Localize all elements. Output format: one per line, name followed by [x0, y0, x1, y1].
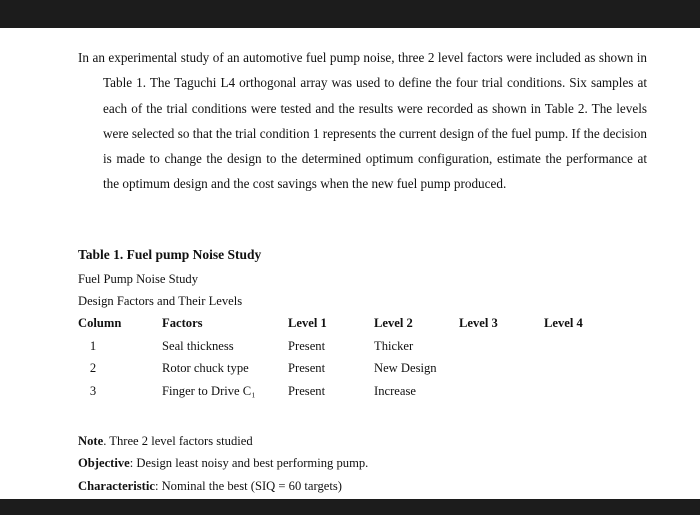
table-title: Table 1. Fuel pump Noise Study — [78, 247, 262, 262]
note-line — [78, 430, 368, 452]
cell-factor: Finger to Drive C₁ — [162, 383, 256, 398]
cell-level-2: Thicker — [374, 338, 414, 353]
cell-column: 3 — [89, 383, 97, 398]
problem-paragraph: In an experimental study of an automotive fuel pump noise, three 2 level factors were included as shown in Table 1. The Taguchi L4 orthogonal array was used to define the four trial conditions. Six samples at each of the trial conditions were tested and the results were recorded as shown in Table 2. The levels were selected so that the trial condition 1 represents the current design of the fuel pump. If the decision is made to change the design to the determined optimum configuration, estimate the performance at the optimum design and the cost savings when the new fuel pump produced. — [78, 50, 647, 192]
header-column: Column — [78, 316, 122, 330]
factors-table — [78, 316, 618, 406]
bottom-dark-bar — [0, 499, 700, 515]
note-text: . Three 2 level factors studied — [103, 434, 253, 448]
header-level-2: Level 2 — [374, 316, 413, 330]
cell-level-1: Present — [288, 383, 326, 398]
cell-factor: Seal thickness — [162, 338, 234, 353]
note-label: Note — [78, 434, 104, 448]
objective-label: Objective — [78, 456, 130, 471]
header-level-3: Level 3 — [459, 316, 498, 330]
top-dark-bar — [0, 0, 700, 28]
cell-level-2: Increase — [374, 383, 416, 398]
characteristic-label: Characteristic — [78, 478, 155, 493]
objective-line — [78, 452, 368, 474]
cell-factor: Rotor chuck type — [162, 361, 249, 375]
characteristic-line — [78, 475, 368, 497]
table-row — [78, 361, 618, 384]
cell-level-1: Present — [288, 361, 326, 375]
table-notes — [78, 430, 368, 497]
header-factors: Factors — [162, 316, 203, 330]
cell-level-1: Present — [288, 338, 326, 353]
header-level-1: Level 1 — [288, 316, 327, 330]
cell-column: 1 — [89, 338, 97, 353]
table-row — [78, 339, 618, 362]
cell-level-2: New Design — [374, 361, 437, 375]
characteristic-text: : Nominal the best (SIQ = 60 targets) — [154, 478, 342, 493]
table-subtitle: Fuel Pump Noise Study — [78, 272, 199, 286]
table-header-row — [78, 316, 618, 339]
cell-column: 2 — [89, 361, 97, 375]
table-row — [78, 384, 618, 407]
objective-text: : Design least noisy and best performing pump. — [129, 456, 369, 471]
table-subtitle-levels: Design Factors and Their Levels — [78, 294, 243, 308]
header-level-4: Level 4 — [544, 316, 583, 330]
